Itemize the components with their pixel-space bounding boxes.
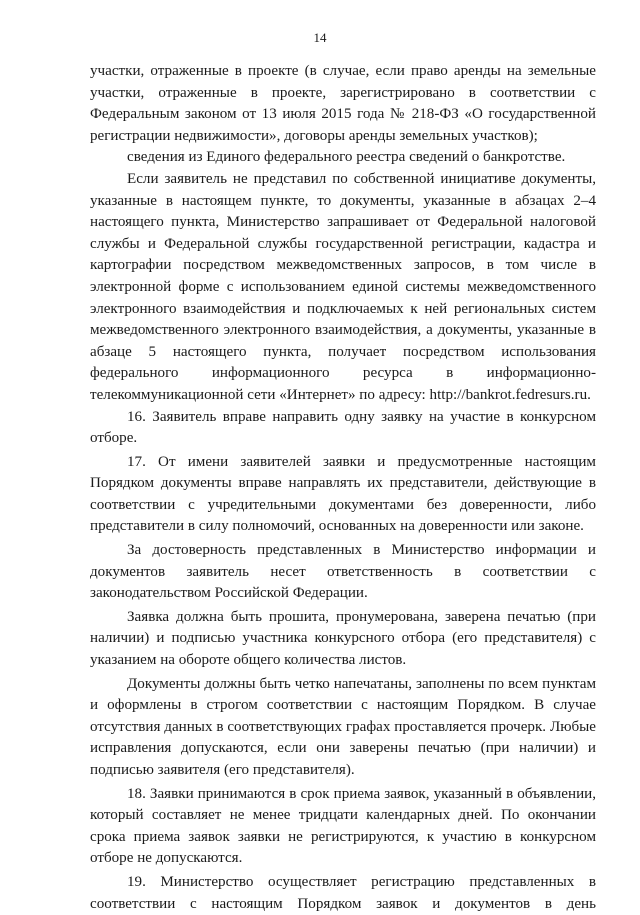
paragraph-responsibility: За достоверность представленных в Министерство информации и документов заявитель несет ответственность в соответствии с законодательством Российской Федерации.: [90, 542, 596, 602]
paragraph-interdepartmental-requests: Если заявитель не представил по собственной инициативе документы, указанные в настоящем пункте, то документы, указанные в абзацах 2–4 настоящего пункта, Министерство запрашивает от Федеральной налоговой службы и Федеральной службы государственной регистрации, кадастра и картографии посредством межведомственных запросов, в том числе в электронной форме с использованием единой системы межведомственного электронного взаимодействия и подключаемых к ней региональных систем межведомственного электронного взаимодействия, а документы, указанные в абзаце 5 настоящего пункта, получает посредством использования федерального информационного ресурса в информационно-телекоммуникационной сети «Интернет» по адресу: http://bankrot.fedresurs.ru.: [90, 170, 596, 403]
paragraph-item-16: 16. Заявитель вправе направить одну заявку на участие в конкурсном отборе.: [90, 408, 596, 447]
page-number: 14: [313, 30, 327, 45]
paragraph-item-18: 18. Заявки принимаются в срок приема заявок, указанный в объявлении, который составляет не менее тридцати календарных дней. По окончании срока приема заявок заявки не регистрируются, к участию в конкурсном отборе не допускаются.: [90, 785, 596, 867]
paragraph-land-lease-continuation: участки, отраженные в проекте (в случае, если право аренды на земельные участки, отраженные в проекте, зарегистрировано в соответствии с Федеральным законом от 13 июля 2015 года № 218-ФЗ «О государственной регистрации недвижимости», договоры аренды земельных участков);: [90, 63, 596, 144]
paragraph-item-19: 19. Министерство осуществляет регистрацию представленных в соответствии с настоящим Порядком заявок и документов в день: [90, 873, 596, 912]
paragraph-document-requirements: Документы должны быть четко напечатаны, заполнены по всем пунктам и оформлены в строгом соответствии с настоящим Порядком. В случае отсутствия данных в соответствующих графах проставляется прочерк. Любые исправления допускаются, если они заверены печатью (при наличии) и подписью заявителя (его представителя).: [90, 675, 596, 778]
paragraph-application-binding: Заявка должна быть прошита, пронумерована, заверена печатью (при наличии) и подписью участника конкурсного отбора (его представителя) с указанием на обороте общего количества листов.: [90, 608, 596, 669]
document-body: [90, 61, 596, 915]
paragraph-item-17: 17. От имени заявителей заявки и предусмотренные настоящим Порядком документы вправе направлять их представители, действующие в соответствии с учредительными документами без доверенности, либо представители в силу полномочий, основанных на доверенности или законе.: [90, 453, 596, 535]
paragraph-bankruptcy-registry: сведения из Единого федерального реестра сведений о банкротстве.: [127, 149, 566, 166]
